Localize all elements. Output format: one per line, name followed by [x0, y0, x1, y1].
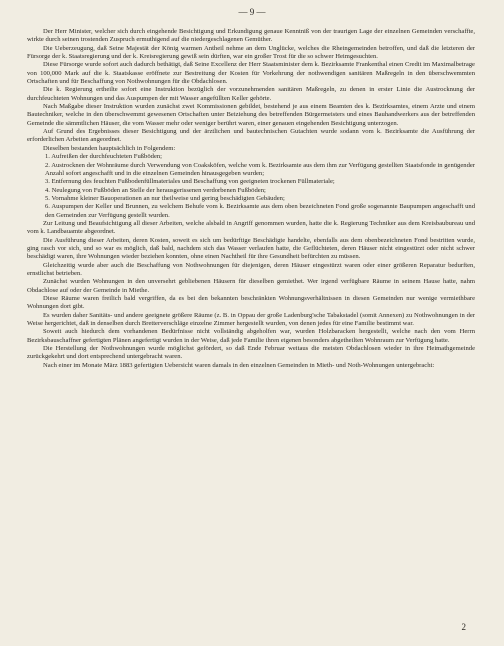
paragraph: Nach Maßgabe dieser Instruktion wurden zunächst zwei Kommissionen gebildet, bestehend je aus einem Beamten des k. Bezirksamtes, einem Arzte und einem Bautechniker, welche in den überschwemmt gewesenen Ortschaften unter Beiziehung des betreffenden Bürgermeisters und eines Bauhandwerkers aus der betreffenden Gemeinde die sämmtlichen Häuser, die vom Wasser mehr oder weniger berührt waren, einer genauen eingehenden Besichtigung unterzogen.	[27, 103, 475, 127]
paragraph: Nach einer im Monate März 1883 gefertigten Uebersicht waren damals in den einzelnen Gemeinden in Mieth- und Noth-Wohnungen untergebracht:	[43, 361, 435, 369]
paragraph: Zunächst wurden Wohnungen in den unversehrt gebliebenen Häusern für dieselben gemiethet. Wer irgend verfügbare Räume in seinem Hause hatte, nahm Obdachlose auf oder der Gemeinde in Miethe.	[27, 278, 475, 294]
paragraph: Diese Fürsorge wurde sofort auch dadurch bethätigt, daß Seine Excellenz der Herr Staatsminister dem k. Bezirksamte Frankenthal einen Credit im Maximalbetrage von 100,000 Mark auf die k. Staatskasse eröffnete zur Bestreitung der Kosten für Vorkehrung der nothwendigen sanitären Maßregeln in den überschwemmten Ortschaften und für Beschaffung von Nothwohnungen für die Obdachlosen.	[27, 61, 475, 86]
paragraph: Zur Leitung und Beaufsichtigung all dieser Arbeiten, welche alsbald in Angriff genommen wurden, hatte die k. Regierung Techniker aus dem Kreisbaubureau und vom k. Landbauamte abgeordnet.	[27, 219, 475, 236]
list-item: 6. Auspumpen der Keller und Brunnen, zu welchem Behufe vom k. Bezirksamte aus dem oben bezeichneten Fond große sogenannte Baupumpen angeschafft und den Gemeinden zur Verfügung gestellt wurden.	[45, 203, 475, 219]
paragraph: Gleichzeitig wurde aber auch die Beschaffung von Nothwohnungen für diejenigen, deren Häuser eingestürzt waren oder einer größeren Reparatur bedurften, ernstlichst betrieben.	[27, 261, 475, 277]
list-item: 2. Austrocknen der Wohnräume durch Verwendung von Coaksköfen, welche vom k. Bezirksamte aus dem ihm zur Verfügung gestellten Staatsfonde in genügender Anzahl sofort angeschafft und in die einzelnen Gemeinden hinausgegeben wurden;	[45, 161, 475, 177]
paragraph: Die Ausführung dieser Arbeiten, deren Kosten, soweit es sich um bedürftige Beschädigte handelte, ebenfalls aus dem obenbezeichneten Fond bestritten wurde, ging rasch vor sich, und so war es möglich, daß bald, nachdem sich das Wasser verlaufen hatte, die Geflüchteten, deren Häuser nicht eingestürzt oder nicht schwer beschädigt waren, ihre Wohnungen wieder beziehen konnten, ohne einen Nachtheil für ihre Gesundheit befürchten zu müssen.	[27, 236, 475, 261]
list-item: 3. Entfernung des feuchten Fußbodenfüllmateriales und Beschaffung von geeigneten trockenen Füllmateriale;	[45, 178, 335, 186]
signature-mark: 2	[461, 622, 466, 632]
paragraph: Es wurden daher Sanitäts- und andere geeignete größere Räume (z. B. in Oppau der große Ladenburg'sche Tabakstadel (somit Annexen) zu Nothwohnungen in der Weise hergerichtet, daß in denselben durch Bretterverschläge einzelne Zimmer hergestellt wurden, von denen jedes für eine Familie bestimmt war.	[27, 311, 475, 328]
paragraph: Die Ueberzeugung, daß Seine Majestät der König warmen Antheil nehme an dem Unglücke, welches die Rheingemeinden betroffen, und daß die letzteren der Fürsorge der k. Staatsregierung und der k. Kreisregierung gewiß sein dürften, war ein großer Trost für die so schwer Heimgesuchten.	[27, 44, 475, 61]
paragraph: Soweit auch hiedurch dem vorhandenen Bedürfnisse nicht vollständig abgeholfen war, wurden Holzbaracken hergestellt, welche nach den vom Herrn Bezirksbauschaffner gefertigten Plänen angefertigt wurden in der Weise, daß jede Familie ihren eigenen besonders abgetheilten Wohnraum zur Verfügung hatte.	[27, 328, 475, 344]
paragraph: Dieselben bestanden hauptsächlich in Folgendem:	[43, 144, 176, 152]
paragraph: Die Herstellung der Nothwohnungen wurde möglichst gefördert, so daß Ende Februar weitaus die meisten Obdachlosen wieder in ihre Heimathgemeinde zurückgekehrt und dort entsprechend untergebracht waren.	[27, 345, 475, 361]
paragraph: Auf Grund des Ergebnisses dieser Besichtigung und der ärztlichen und bautechnischen Gutachten wurde sodann vom k. Bezirksamte die Ausführung der erforderlichen Arbeiten angeordnet.	[27, 128, 475, 144]
paragraph: Diese Räume waren freilich bald vergriffen, da es bei den bekannten beschränkten Wohnungsverhältnissen in diesen Gemeinden nur wenige vermiethbare Wohnungen dort gibt.	[27, 295, 475, 311]
paragraph: Die k. Regierung ertheilte sofort eine Instruktion bezüglich der vorzunehmenden sanitären Maßregeln, zu denen in erster Linie die Austrocknung der durchfeuchteten Wohnungen und das Auspumpen der mit Wasser angefüllten Keller gehörte.	[27, 86, 475, 102]
body-text	[27, 28, 475, 370]
list-item: 1. Aufreißen der durchfeuchteten Fußböden;	[45, 153, 163, 161]
paragraph: Der Herr Minister, welcher sich durch eingehende Besichtigung und Erkundigung genaue Kenntniß von der traurigen Lage der einzelnen Gemeinden verschaffte, wirkte durch seinen trostenden Zuspruch ermuthigend auf die niedergeschlagenen Gemüther.	[27, 28, 475, 44]
page-number: — 9 —	[238, 7, 266, 17]
list-item: 5. Vornahme kleiner Bauoperationen an nur theilweise und gering beschädigten Gebäuden;	[45, 194, 285, 202]
list-item: 4. Neulegung von Fußböden an Stelle der herausgerissenen verdorbenen Fußböden;	[45, 186, 266, 194]
